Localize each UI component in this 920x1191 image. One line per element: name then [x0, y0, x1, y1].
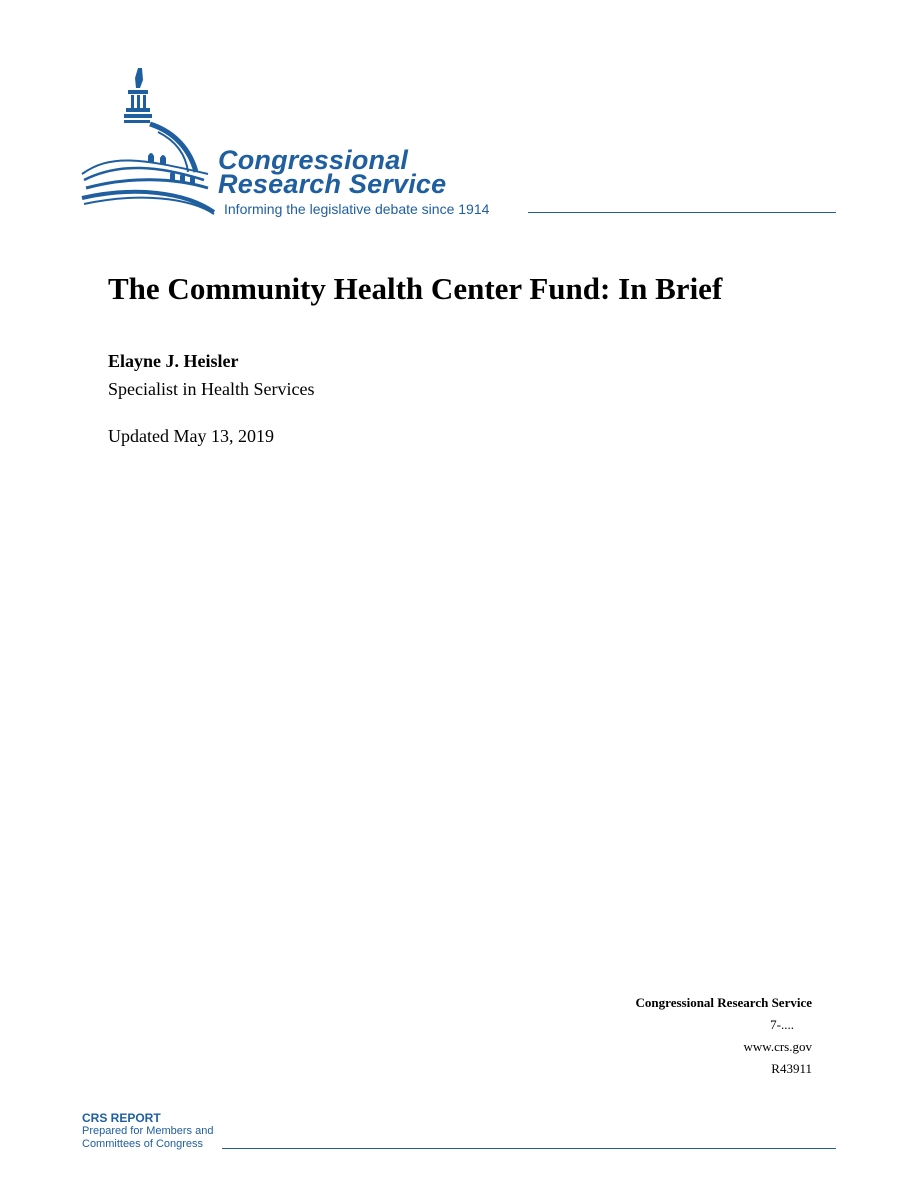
- author-title: Specialist in Health Services: [108, 379, 315, 399]
- report-number: R43911: [771, 1061, 812, 1076]
- updated-date: Updated May 13, 2019: [108, 426, 274, 446]
- footer-label: CRS REPORT: [82, 1111, 161, 1125]
- footer-line1: Prepared for Members and: [82, 1125, 214, 1137]
- report-code: 7-....: [770, 1017, 794, 1032]
- report-organization: Congressional Research Service: [635, 995, 812, 1010]
- report-website: www.crs.gov: [743, 1039, 812, 1054]
- org-name-line1: Congressional: [218, 145, 409, 175]
- document-title: The Community Health Center Fund: In Brief: [108, 271, 723, 306]
- report-info: [636, 992, 812, 1080]
- footer: [82, 1112, 213, 1151]
- footer-divider: [222, 1148, 836, 1149]
- footer-line2: Committees of Congress: [82, 1138, 204, 1150]
- author-name: Elayne J. Heisler: [108, 351, 239, 371]
- tagline-divider: [528, 212, 836, 213]
- tagline: Informing the legislative debate since 1914: [224, 201, 490, 217]
- org-name-line2: Research Service: [218, 169, 447, 199]
